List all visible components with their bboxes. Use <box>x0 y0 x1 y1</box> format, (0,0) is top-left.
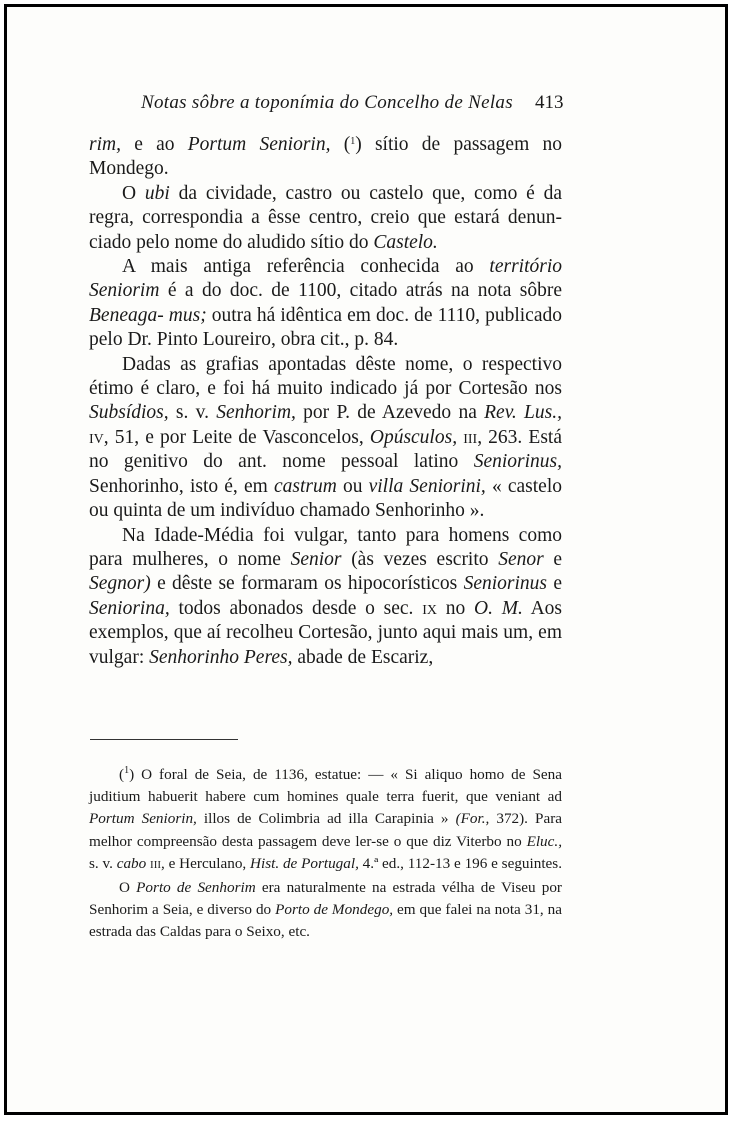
paragraph-4: Dadas as grafias apontadas dêste nome, o respectivo étimo é claro, e foi há muito indicado já por Cortesão nos Subsídios, s. v. Senhorim, por P. de Azevedo na Rev. Lus., iv, 51, e por Leite de Vasconcelos, Opúsculos, iii, 263. Está no genitivo do ant. nome pessoal latino Seniorinus, Senhorinho, isto é, em castrum ou villa Seniorini, « castelo ou quinta de um indivíduo chamado Senhorinho ». <box>89 353 562 522</box>
footnote-1: ($^1$) O foral de Seia, de 1136, estatue: — « Si aliquo homo de Sena juditium habuerit habere cum homines quale terra fuerit, que veniant ad Portum Seniorin, illos de Colimbria ad illa Carapinia » (For., 372). Para melhor compreensão desta passagem deve ler-se o que diz Viterbo no Eluc., s. v. cabo iii, e Herculano, Hist. de Portugal, 4.ª ed., 112-13 e 196 e seguintes. <box>89 765 563 872</box>
footnote-separator <box>90 739 238 740</box>
page-number: 413 <box>535 92 564 113</box>
paragraph-1: rim, e ao Portum Seniorin, ($^1$) sítio de passagem no Mondego. <box>89 134 562 180</box>
footnote-ref: 1 <box>350 136 356 147</box>
footnote-2: O Porto de Senhorim era naturalmente na estrada vélha de Viseu por Senhorim a Seia, e diverso do Porto de Mondego, em que falei na nota 31, na estrada das Caldas para o Seixo, etc. <box>89 879 563 941</box>
paragraph-2: O ubi da cividade, castro ou castelo que, como é da regra, correspondia a êsse centro, creio que estará denun- ciado pelo nome do aludido sítio do Castelo. <box>89 182 562 253</box>
paragraph-5: Na Idade-Média foi vulgar, tanto para homens como para mulheres, o nome Senior (às vezes escrito Senor e Segnor) e dêste se formaram os hipocorísticos Seniorinus e Seniorina, todos abonados desde o sec. ix no O. M. Aos exemplos, que aí recolheu Cortesão, junto aqui mais um, em vulgar: Senhorinho Peres, abade de Escariz, <box>89 524 562 668</box>
footnotes <box>89 764 562 944</box>
paragraph-3: A mais antiga referência conhecida ao território Seniorim é a do doc. de 1100, citado atrás na nota sôbre Beneaga- mus; outra há idêntica em doc. de 1110, publicado pelo Dr. Pinto Loureiro, obra cit., p. 84. <box>89 256 562 351</box>
main-text <box>89 133 562 670</box>
running-title: Notas sôbre a toponímia do Concelho de Nelas <box>141 92 513 113</box>
